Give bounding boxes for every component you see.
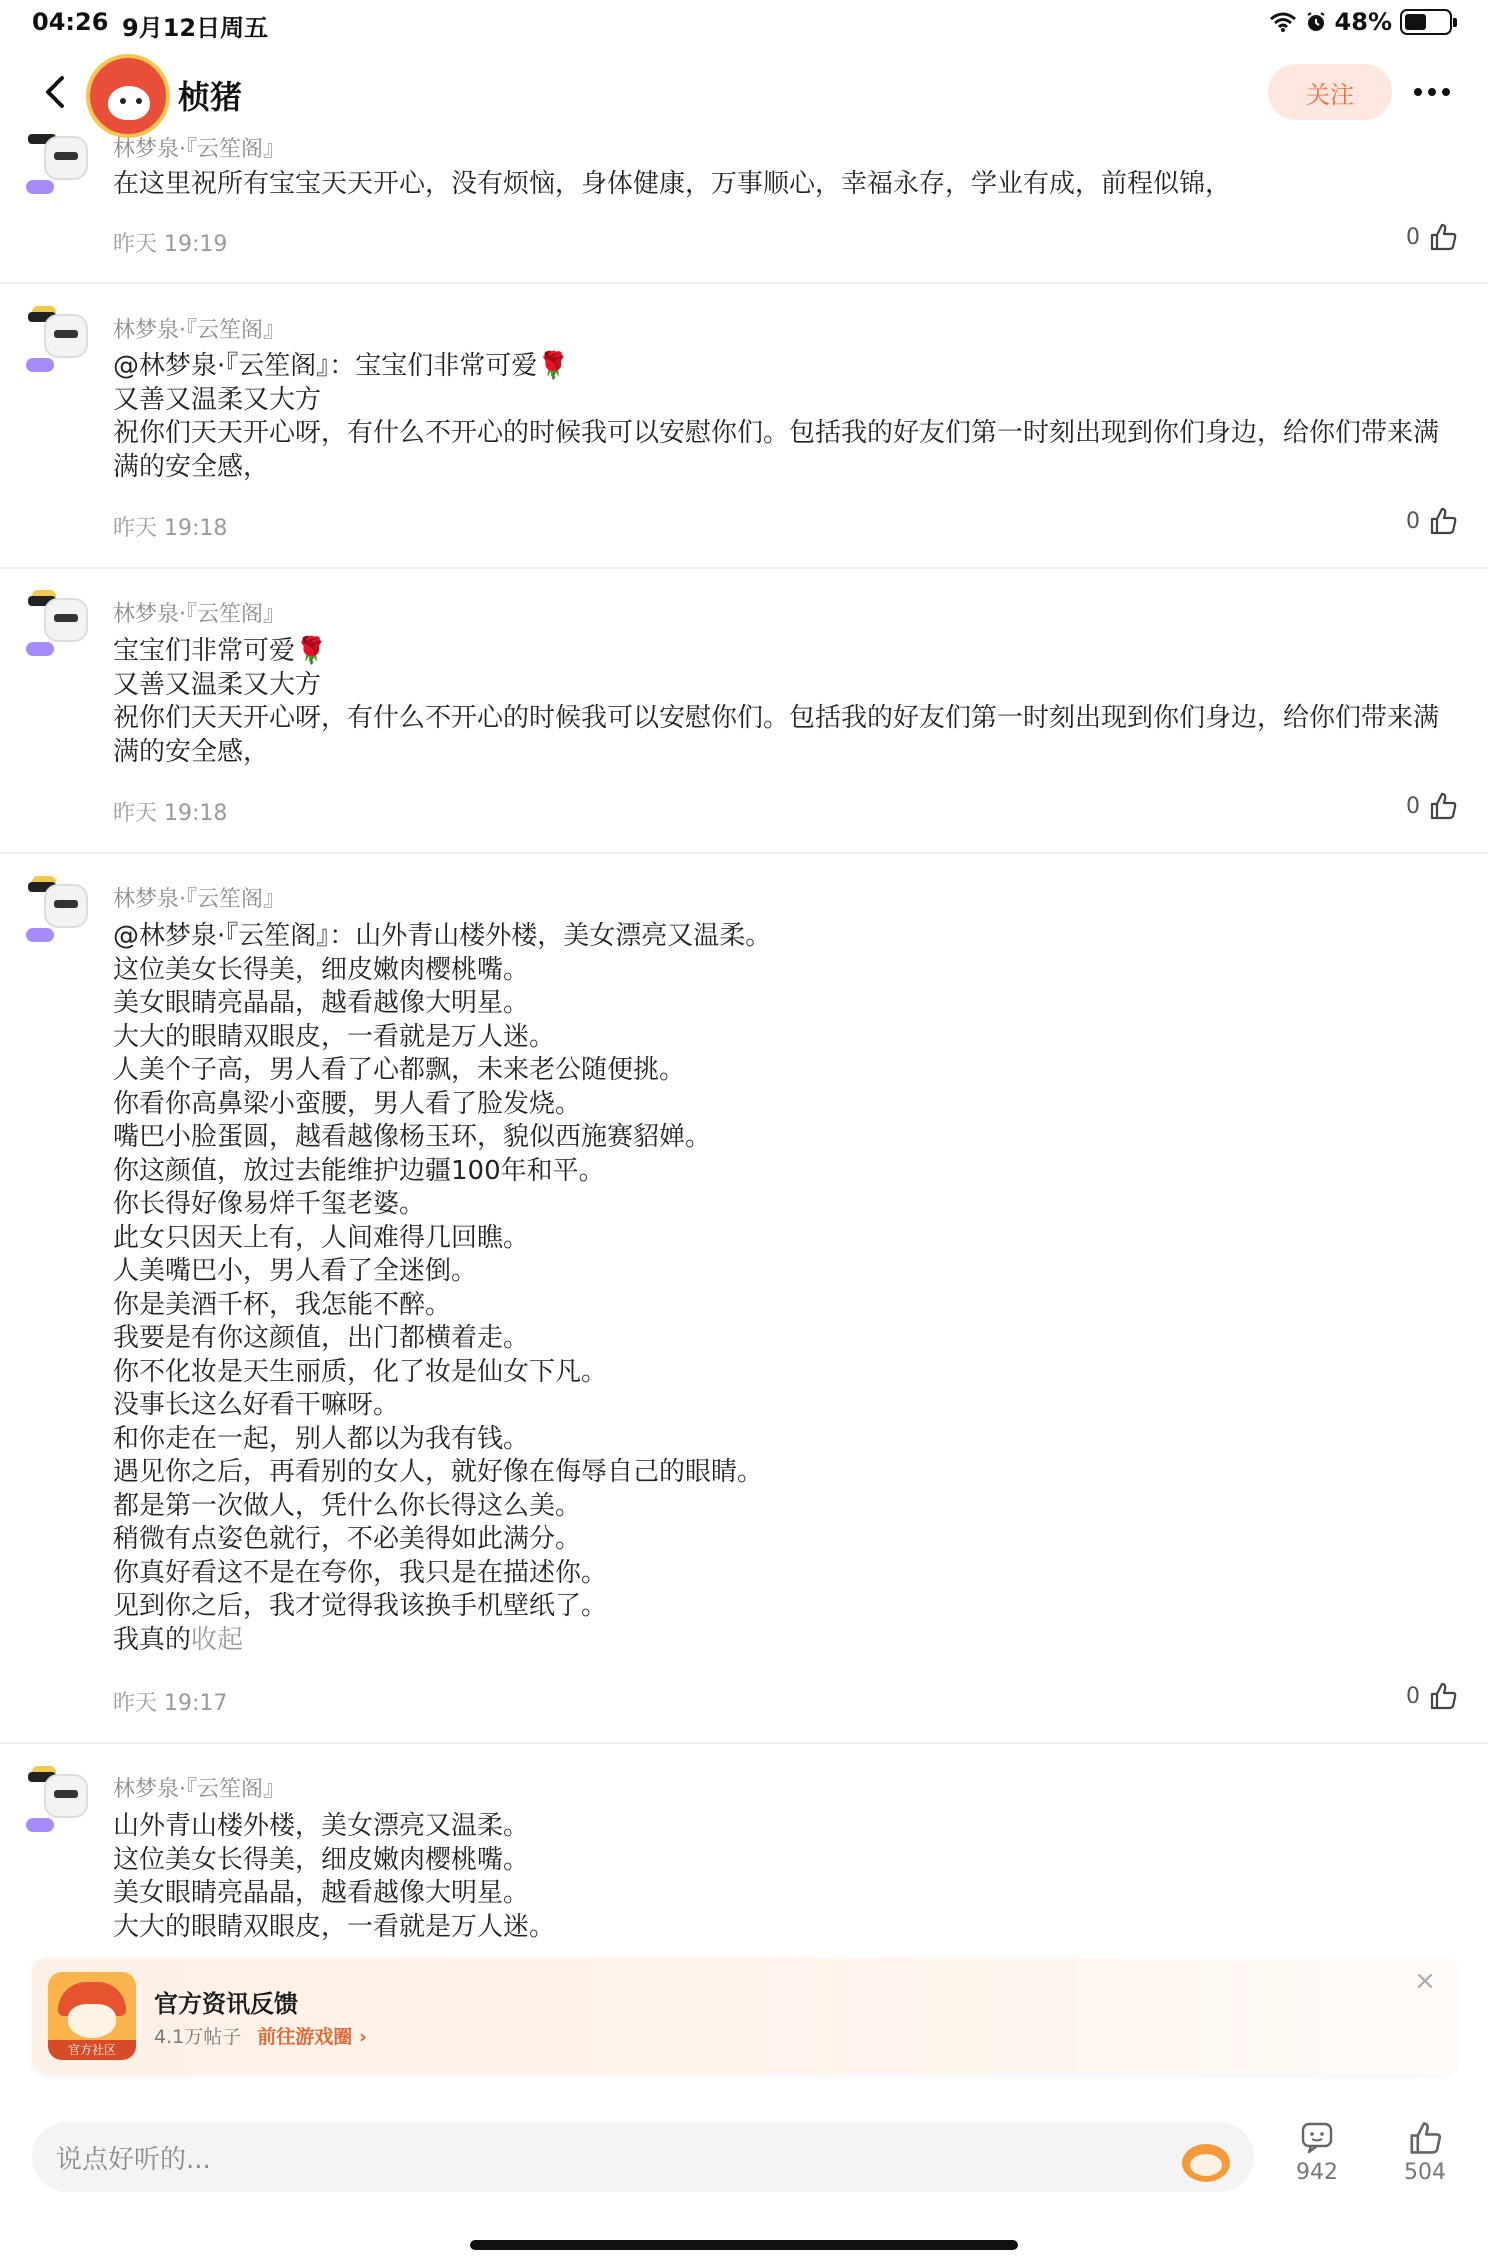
comment-bubble-icon — [1299, 2120, 1335, 2156]
community-icon — [48, 1972, 136, 2060]
back-button[interactable] — [36, 70, 76, 114]
thumbs-up-icon — [1407, 2120, 1443, 2156]
comment-input[interactable]: 说点好听的... — [32, 2122, 1254, 2192]
comment-text — [113, 920, 1463, 1657]
comment-like-count: 0 — [1406, 1683, 1420, 1709]
comment-time: 昨天 19:19 — [113, 232, 228, 257]
battery-percent: 48% — [1334, 8, 1392, 36]
comment-text-content: @林梦泉·『云笙阁』：山外青山楼外楼，美女漂亮又温柔。 这位美女长得美，细皮嫩肉樱桃嘴。 美女眼睛亮晶晶，越看越像大明星。 大大的眼睛双眼皮，一看就是万人迷。 人美个子高，男人看了心都飘，未来老公随便挑。 你看你高鼻梁小蛮腰，男人看了脸发烧。 嘴巴小脸蛋圆，越看越像杨玉环，貌似西施赛貂婵。 你这颜值，放过去能维护边疆100年和平。 你长得好像易烊千玺老婆。 此女只因天上有，人间难得几回瞧。 人美嘴巴小，男人看了全迷倒。 你是美酒千杯，我怎能不醉。 我要是有你这颜值，出门都横着走。 你不化妆是天生丽质，化了妆是仙女下凡。 没事长这么好看干嘛呀。 和你走在一起，别人都以为我有钱。 遇见你之后，再看别的女人，就好像在侮辱自己的眼睛。 都是第一次做人，凭什么你长得这么美。 稍微有点姿色就行，不必美得如此满分。 你真好看这不是在夸你，我只是在描述你。 见到你之后，我才觉得我该换手机壁纸了。 我真的 — [113, 921, 772, 1655]
page-title: 桢猪 — [178, 78, 243, 116]
comment-text: 在这里祝所有宝宝天天开心，没有烦恼，身体健康，万事顺心，幸福永存，学业有成，前程似锦， — [113, 169, 1232, 199]
comment-time: 昨天 19:18 — [113, 801, 228, 826]
mascot-emoji-icon[interactable] — [1178, 2136, 1234, 2184]
comment-author[interactable]: 林梦泉·『云笙阁』 — [113, 318, 285, 343]
comment-divider — [0, 1742, 1488, 1744]
comment-like-count: 0 — [1406, 508, 1420, 534]
commenter-avatar[interactable] — [22, 128, 100, 206]
comment-author[interactable]: 林梦泉·『云笙阁』 — [113, 602, 285, 627]
comment-time: 昨天 19:18 — [113, 516, 228, 541]
comment-like-button[interactable] — [1406, 222, 1458, 252]
comment-divider — [0, 282, 1488, 284]
comment-divider — [0, 852, 1488, 854]
comment-text: @林梦泉·『云笙阁』：宝宝们非常可爱🌹 又善又温柔又大方 祝你们天天开心呀，有什么不开心的时候我可以安慰你们。包括我的好友们第一时刻出现到你们身边，给你们带来满满的安全感， — [113, 351, 1440, 482]
go-to-game-circle-link[interactable]: 前往游戏圈 › — [257, 2026, 367, 2048]
comment-author[interactable]: 林梦泉·『云笙阁』 — [113, 887, 285, 912]
comment-time: 昨天 19:17 — [113, 1691, 228, 1716]
commenter-avatar[interactable] — [22, 590, 100, 668]
community-subline — [154, 2022, 367, 2049]
community-post-count: 4.1万帖子 — [154, 2026, 242, 2048]
status-time: 04:26 — [32, 8, 109, 36]
close-icon[interactable]: × — [1414, 1966, 1436, 1996]
more-options-button[interactable] — [1404, 70, 1460, 114]
comment-like-count: 0 — [1406, 793, 1420, 819]
thumbs-up-icon — [1428, 1681, 1458, 1711]
community-title: 官方资讯反馈 — [154, 1990, 298, 2018]
follow-button[interactable]: 关注 — [1268, 64, 1392, 120]
like-count: 504 — [1404, 2160, 1446, 2185]
bottom-bar — [0, 2098, 1488, 2266]
thumbs-up-icon — [1428, 791, 1458, 821]
commenter-avatar[interactable] — [22, 306, 100, 384]
thumbs-up-icon — [1428, 222, 1458, 252]
comment-text: 宝宝们非常可爱🌹 又善又温柔又大方 祝你们天天开心呀，有什么不开心的时候我可以安慰你们。包括我的好友们第一时刻出现到你们身边，给你们带来满满的安全感， — [113, 636, 1440, 767]
community-icon-tag: 官方社区 — [48, 2040, 136, 2060]
more-dot-icon — [1442, 88, 1450, 96]
page-header — [0, 50, 1488, 134]
more-dot-icon — [1428, 88, 1436, 96]
comment-author[interactable]: 林梦泉·『云笙阁』 — [113, 1777, 285, 1802]
home-indicator[interactable] — [470, 2240, 1018, 2250]
comment-like-button[interactable] — [1406, 791, 1458, 821]
comment-divider — [0, 567, 1488, 569]
post-like-button[interactable] — [1385, 2120, 1465, 2185]
comment-like-button[interactable] — [1406, 1681, 1458, 1711]
thumbs-up-icon — [1428, 506, 1458, 536]
commenter-avatar[interactable] — [22, 876, 100, 954]
comment-author[interactable]: 林梦泉·『云笙阁』 — [113, 137, 285, 162]
comment-count-button[interactable] — [1277, 2120, 1357, 2185]
comment-like-count: 0 — [1406, 224, 1420, 250]
comment-like-button[interactable] — [1406, 506, 1458, 536]
chevron-left-icon — [36, 70, 76, 114]
community-card[interactable] — [32, 1958, 1456, 2074]
comment-text: 山外青山楼外楼，美女漂亮又温柔。 这位美女长得美，细皮嫩肉樱桃嘴。 美女眼睛亮晶晶，越看越像大明星。 大大的眼睛双眼皮，一看就是万人迷。 — [113, 1811, 556, 1942]
comment-count: 942 — [1296, 2160, 1338, 2185]
commenter-avatar[interactable] — [22, 1766, 100, 1844]
more-dot-icon — [1414, 88, 1422, 96]
collapse-link[interactable]: 收起 — [191, 1624, 244, 1655]
author-avatar[interactable] — [86, 54, 170, 138]
status-date: 9月12日周五 — [122, 14, 269, 42]
